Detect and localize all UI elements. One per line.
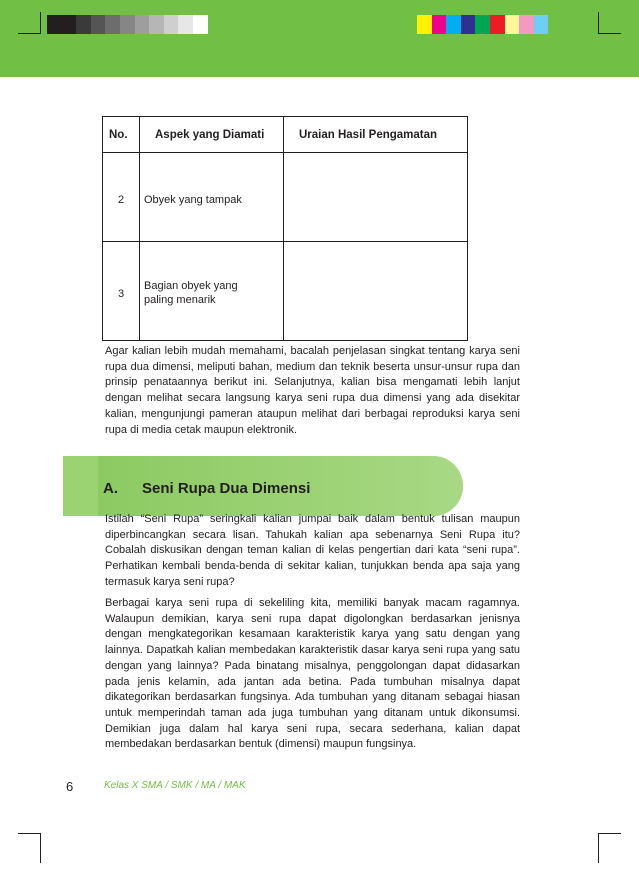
color-swatch <box>519 15 534 34</box>
color-swatch <box>91 15 106 34</box>
color-swatch <box>490 15 505 34</box>
color-swatch <box>446 15 461 34</box>
crop-mark <box>599 33 621 34</box>
page-number: 6 <box>66 779 74 794</box>
color-swatch <box>105 15 120 34</box>
gray-color-bar <box>47 15 208 34</box>
color-bar <box>417 15 548 34</box>
column-header-no: No. <box>109 129 128 141</box>
row-aspect: Obyek yang tampak <box>144 194 242 206</box>
color-swatch <box>461 15 476 34</box>
intro-paragraph: Agar kalian lebih mudah memahami, bacalah penjelasan singkat tentang karya seni rupa dua dimensi, meliputi bahan, medium dan teknik beserta unsur-unsur rupa dan prinsip penataannya berikut ini. Selanjutnya, kalian bisa mengamati lebih lanjut dengan melihat secara langsung karya seni rupa dua dimensi yang ada disekitar kalian, mengunjungi pameran ataupun melihat dari berbagai reproduksi karya seni rupa di media cetak maupun elektronik. <box>105 345 520 436</box>
table-divider <box>283 117 284 340</box>
color-swatch <box>432 15 447 34</box>
row-number: 3 <box>118 288 125 300</box>
color-swatch <box>505 15 520 34</box>
color-swatch <box>475 15 490 34</box>
crop-mark <box>599 833 621 834</box>
color-swatch <box>149 15 164 34</box>
header-band <box>0 0 639 77</box>
footer-book-title: Kelas X SMA / SMK / MA / MAK <box>104 780 246 791</box>
paragraph-1: Istilah “Seni Rupa” seringkali kalian jumpai baik dalam bentuk tulisan maupun diperbincangkan secara lisan. Tahukah kalian apa sebenarnya Seni Rupa itu? Cobalah diskusikan dengan teman kalian di kelas pengertian dari kata “seni rupa”. Perhatikan kembali benda-benda di sekitar kalian, tunjukkan benda apa saja yang termasuk karya seni rupa? <box>105 513 520 588</box>
crop-mark <box>18 833 40 834</box>
row-aspect-line1: Bagian obyek yang <box>144 280 238 292</box>
row-number: 2 <box>118 194 125 206</box>
section-letter: A. <box>103 480 118 497</box>
color-swatch <box>193 15 208 34</box>
color-swatch <box>62 15 77 34</box>
paragraph-2: Berbagai karya seni rupa di sekeliling kita, memiliki banyak macam ragamnya. Walaupun demikian, karya seni rupa dapat digolongkan berdasarkan jenisnya dengan mengkategorikan kesamaan karakteristik karya yang satu dengan yang lainnya. Dapatkah kalian membedakan karakteristik dasar karya seni rupa yang satu dengan yang lainnya? Pada binatang misalnya, penggolongan dapat didasarkan pada jenis kelamin, ada jantan ada betina. Pada tumbuhan misalnya dapat dikategorikan berdasarkan fungsinya. Ada tumbuhan yang ditanam sebagai hiasan untuk memperindah taman ada juga tumbuhan yang ditanam untuk dikonsumsi. Demikian juga dalam hal karya seni rupa, secara sederhana, kalian dapat membedakan berdasarkan bentuk (dimensi) maupun fungsinya. <box>105 597 520 751</box>
color-swatch <box>178 15 193 34</box>
color-swatch <box>47 15 62 34</box>
column-header-aspect: Aspek yang Diamati <box>155 129 265 141</box>
table-divider <box>139 117 140 340</box>
color-swatch <box>120 15 135 34</box>
color-swatch <box>76 15 91 34</box>
column-header-result: Uraian Hasil Pengamatan <box>299 129 438 141</box>
crop-mark <box>598 12 599 34</box>
crop-mark <box>40 833 41 863</box>
row-aspect-line2: paling menarik <box>144 294 216 306</box>
crop-mark <box>18 33 40 34</box>
section-title: Seni Rupa Dua Dimensi <box>142 480 311 497</box>
crop-mark <box>598 833 599 863</box>
color-swatch <box>135 15 150 34</box>
color-swatch <box>164 15 179 34</box>
crop-mark <box>40 12 41 34</box>
color-swatch <box>534 15 549 34</box>
observation-table <box>102 116 468 341</box>
color-swatch <box>417 15 432 34</box>
